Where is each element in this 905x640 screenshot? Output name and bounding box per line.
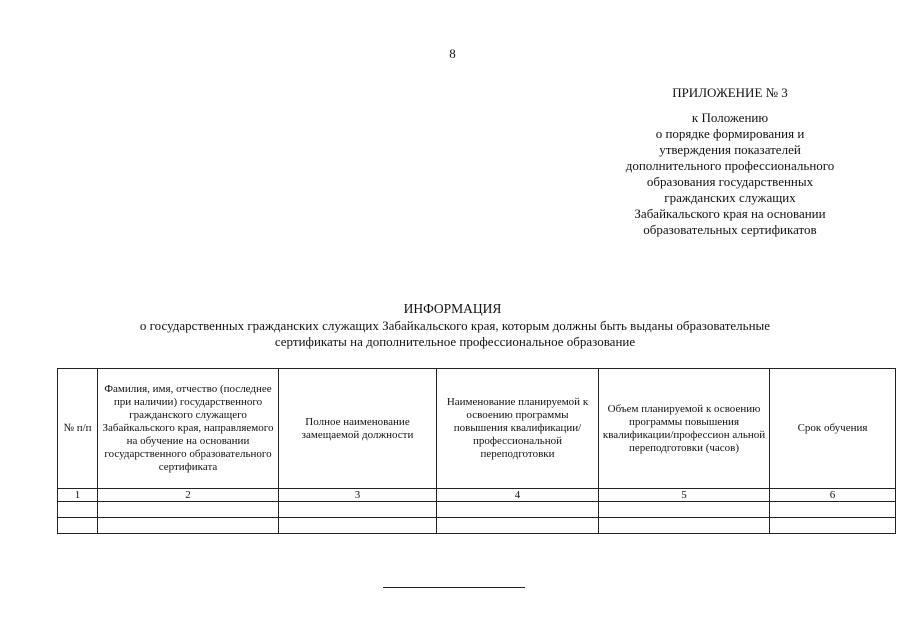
table-cell [770,518,896,534]
table-cell [58,502,98,518]
appendix-line: Забайкальского края на основании [634,206,826,221]
footer-divider [383,587,525,588]
appendix-block [590,85,870,238]
appendix-line: дополнительного профессионального [625,158,835,173]
table-cell [599,518,770,534]
appendix-line: гражданских служащих [664,190,796,205]
table-cell [98,518,279,534]
table-cell [279,518,437,534]
info-subtitle-line: сертификаты на дополнительное профессиональное образование [274,334,636,349]
table-cell [437,502,599,518]
header-full-name: Фамилия, имя, отчество (последнее при наличии) государственного гражданского служащего Забайкальского края, направляемого на обучение на основании государственного образовательного сертификата [98,369,279,489]
appendix-line: о порядке формирования и [655,126,805,141]
appendix-line: образовательных сертификатов [643,222,817,237]
column-number: 4 [437,489,599,502]
header-index: № п/п [58,369,98,489]
info-subtitle [60,318,850,350]
appendix-line: к Положению [691,110,769,125]
table-cell [770,502,896,518]
table-cell [58,518,98,534]
info-table [57,368,896,534]
header-study-period: Срок обучения [770,369,896,489]
info-subtitle-line: о государственных гражданских служащих Забайкальского края, которым должны быть выданы образовательные [139,318,771,333]
column-number-row [58,489,896,502]
appendix-line: утверждения показателей [659,142,801,157]
table-cell [599,502,770,518]
info-title: ИНФОРМАЦИЯ [403,301,502,316]
column-number: 5 [599,489,770,502]
table-cell [98,502,279,518]
column-number: 3 [279,489,437,502]
column-number: 6 [770,489,896,502]
table-row [58,502,896,518]
column-number: 1 [58,489,98,502]
table-row [58,518,896,534]
header-program-name: Наименование планируемой к освоению программы повышения квалификации/ профессиональной переподготовки [437,369,599,489]
header-program-hours: Объем планируемой к освоению программы повышения квалификации/профессион альной переподготовки (часов) [599,369,770,489]
appendix-line: образования государственных [646,174,814,189]
table-header-row [58,369,896,489]
appendix-title: ПРИЛОЖЕНИЕ № 3 [672,85,788,100]
column-number: 2 [98,489,279,502]
page-number: 8 [449,46,456,61]
table-cell [437,518,599,534]
header-position: Полное наименование замещаемой должности [279,369,437,489]
table-cell [279,502,437,518]
